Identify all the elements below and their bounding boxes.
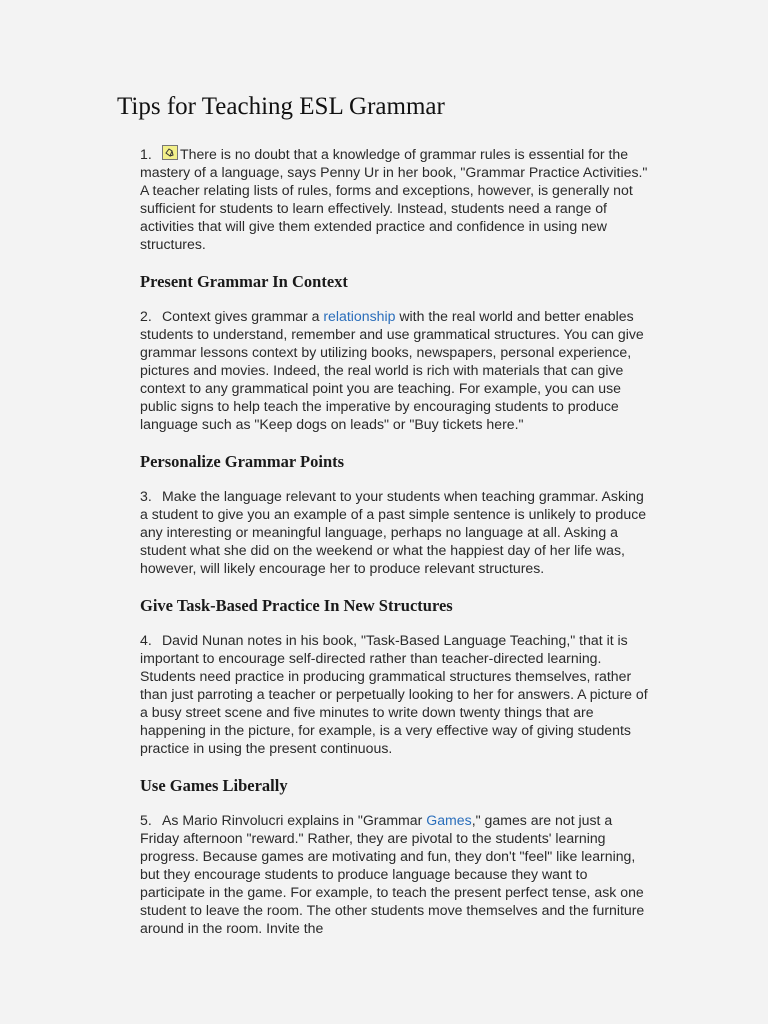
paragraph-2 [140,307,655,433]
paragraph-number: 2. [140,308,152,324]
paragraph-text: with the real world and better enables students to understand, remember and use grammatical structures. You can give grammar lessons context by utilizing books, newspapers, personal experience, pictures and movies. Indeed, the real world is rich with materials that can give context to any grammatical point you are teaching. For example, you can use public signs to help teach the imperative by encouraging students to produce language such as "Keep dogs on leads" or "Buy tickets here." [140,308,644,432]
paragraph-text: Make the language relevant to your students when teaching grammar. Asking a student to give you an example of a past simple sentence is unlikely to produce any interesting or meaningful language, perhaps no language at all. Asking a student what she did on the weekend or what the happiest day of her life was, however, will likely encourage her to produce relevant structures. [140,488,647,576]
paragraph-text: There is no doubt that a knowledge of grammar rules is essential for the mastery of a language, says Penny Ur in her book, "Grammar Practice Activities." A teacher relating lists of rules, forms and exceptions, however, is generally not sufficient for students to learn effectively. Instead, students need a range of activities that will give them extended practice and confidence in using new structures. [140,146,648,252]
paragraph-text: Context gives grammar a [162,308,324,324]
games-link[interactable]: Games [426,812,472,828]
sticky-note-icon[interactable] [162,145,178,160]
paragraph-5 [140,811,655,937]
paragraph-text: As Mario Rinvolucri explains in "Grammar [162,812,427,828]
section-heading-context: Present Grammar In Context [140,272,348,291]
section-heading-task-based: Give Task-Based Practice In New Structures [140,596,453,615]
section-heading-games: Use Games Liberally [140,776,288,795]
document-content [117,92,657,937]
section-heading-personalize: Personalize Grammar Points [140,452,345,471]
paragraph-number: 5. [140,812,152,828]
paragraph-3 [140,487,655,577]
paragraph-1 [140,144,655,253]
paragraph-number: 4. [140,632,152,648]
relationship-link[interactable]: relationship [323,308,396,324]
paragraph-text: David Nunan notes in his book, "Task-Based Language Teaching," that it is important to encourage self-directed rather than teacher-directed learning. Students need practice in producing grammatical structures themselves, rather than just parroting a teacher or perpetually looking to her for answers. A picture of a busy street scene and five minutes to write down twenty things that are happening in the picture, for example, is a very effective way of giving students practice in using the present continuous. [140,632,648,756]
paragraph-text: ," games are not just a Friday afternoon "reward." Rather, they are pivotal to the students' learning progress. Because games are motivating and fun, they don't "feel" like learning, but they encourage students to produce language because they want to participate in the game. For example, to teach the present perfect tense, ask one student to leave the room. The other students move themselves and the furniture around in the room. Invite the [140,812,645,936]
paragraph-number: 3. [140,488,152,504]
paragraph-4 [140,631,655,757]
paragraph-number: 1. [140,146,152,162]
page-title: Tips for Teaching ESL Grammar [117,93,445,120]
